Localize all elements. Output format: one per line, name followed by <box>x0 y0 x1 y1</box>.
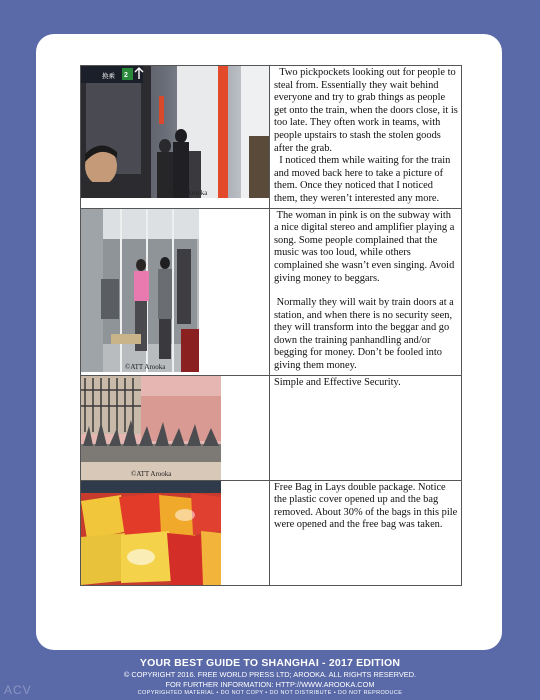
subway-pickpockets-illustration <box>81 66 269 198</box>
photo-cell <box>81 480 270 585</box>
watermark: ACV <box>4 683 32 697</box>
table-row <box>81 66 462 209</box>
subway-car-illustration <box>81 209 269 372</box>
wall-spikes-photo <box>81 376 269 480</box>
sign-transfer-label: 换乘 <box>102 72 115 80</box>
paragraph: Simple and Effective Security. <box>274 376 401 388</box>
photo-credit-2: ©ATT Arooka <box>125 362 166 371</box>
text-cell <box>270 66 462 209</box>
table-row <box>81 480 462 585</box>
subway-beggar-photo <box>81 209 269 372</box>
text-cell <box>270 208 462 375</box>
photo-cell <box>81 208 270 375</box>
table-row <box>81 208 462 375</box>
photo-credit-3: ©ATT Arooka <box>131 469 172 478</box>
footer-title: YOUR BEST GUIDE TO SHANGHAI - 2017 EDITION <box>139 657 401 669</box>
footer-notice: COPYRIGHTED MATERIAL • DO NOT COPY • DO NOT DISTRIBUTE • DO NOT REPRODUCE <box>137 690 403 696</box>
photo-credit-1: ©ATT Arooka <box>167 189 208 197</box>
text-cell <box>270 375 462 480</box>
photo-cell <box>81 375 270 480</box>
snack-bags-illustration <box>81 481 269 585</box>
footer-copyright: © COPYRIGHT 2016. FREE WORLD PRESS LTD; AROOKA. ALL RIGHTS RESERVED. <box>123 670 417 679</box>
paragraph-gap <box>274 285 458 297</box>
paragraph: Free Bag in Lays double package. Notice the plastic cover opened up and the bag removed. About 30% of the bags in this pile were opened and the free bag was taken. <box>274 481 460 531</box>
paragraph: The woman in pink is on the subway with a nice digital stereo and amplifier playing a song. Some people complained that the music was too loud, while others complained she wasn’t even singing. Avoid giving money to beggars. <box>274 209 457 284</box>
paragraph: Two pickpockets looking out for people to steal from. Essentially they wait behind everyone and try to grab things as people get onto the train, when the doors close, it is too late. They often work in teams, with people upstairs to stash the stolen goods after the grab. <box>274 67 461 154</box>
subway-pickpockets-photo <box>81 66 269 198</box>
text-cell <box>270 480 462 585</box>
table-row <box>81 375 462 480</box>
tips-table <box>80 65 462 586</box>
sign-line-number: 2 <box>124 72 128 79</box>
footer-info: FOR FURTHER INFORMATION: HTTP://WWW.AROOKA.COM <box>165 680 375 689</box>
snack-bags-photo <box>81 481 269 585</box>
paragraph: Normally they will wait by train doors at a station, and when there is no security seen, they will transform into the beggar and go down the training panhandling and/or begging for money. Don’t be fooled into giving them money. <box>274 297 457 372</box>
wall-spikes-illustration <box>81 376 269 480</box>
photo-cell <box>81 66 270 209</box>
paragraph: I noticed them while waiting for the train and moved back here to take a picture of them. Once they noticed that I noticed them, they weren’t interested any more. <box>274 155 453 204</box>
